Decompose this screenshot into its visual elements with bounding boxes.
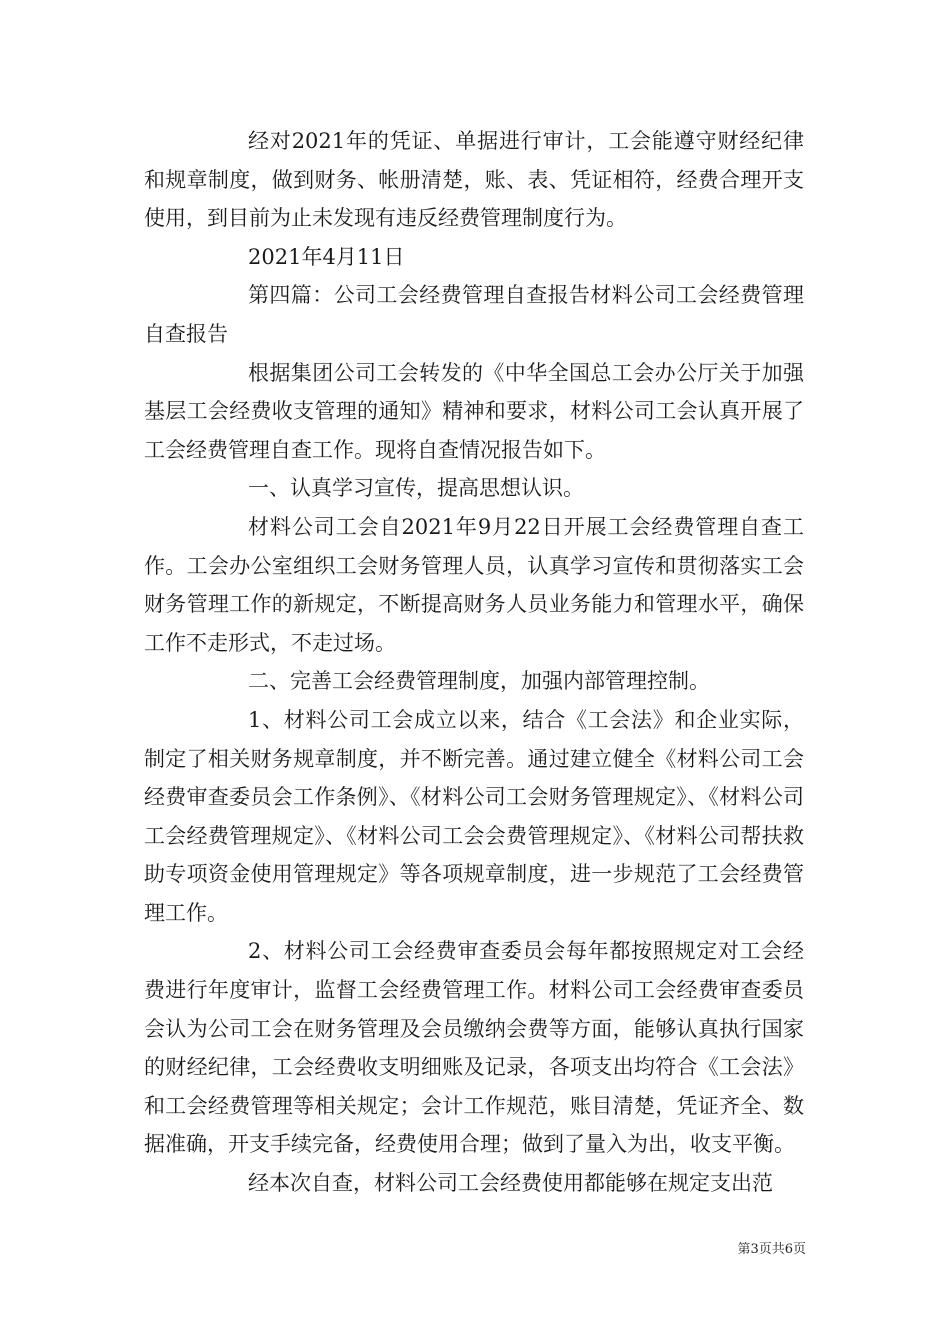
paragraph-introduction: 根据集团公司工会转发的《中华全国总工会办公厅关于加强基层工会经费收支管理的通知》精神和要求，材料公司工会认真开展了工会经费管理自查工作。现将自查情况报告如下。 [144, 360, 804, 462]
section-heading-part-four: 第四篇：公司工会经费管理自查报告材料公司工会经费管理自查报告 [144, 283, 804, 346]
document-body [144, 122, 804, 1203]
paragraph-study-publicity: 材料公司工会自2021年9月22日开展工会经费管理自查工作。工会办公室组织工会财务管理人员，认真学习宣传和贯彻落实工会财务管理工作的新规定，不断提高财务人员业务能力和管理水平，确保工作不走形式，不走过场。 [144, 514, 804, 655]
paragraph-item-two: 2、材料公司工会经费审查委员会每年都按照规定对工会经费进行年度审计，监督工会经费管理工作。材料公司工会经费审查委员会认为公司工会在财务管理及会员缴纳会费等方面，能够认真执行国家的财经纪律，工会经费收支明细账及记录，各项支出均符合《工会法》和工会经费管理等相关规定；会计工作规范，账目清楚，凭证齐全、数据准确，开支手续完备，经费使用合理；做到了量入为出，收支平衡。 [144, 939, 804, 1157]
page-number: 第3页共6页 [737, 1242, 806, 1257]
paragraph-self-check-conclusion: 经本次自查，材料公司工会经费使用都能够在规定支出范 [248, 1171, 773, 1196]
section-heading-one: 一、认真学习宣传，提高思想认识。 [248, 476, 584, 501]
paragraph-item-one: 1、材料公司工会成立以来，结合《工会法》和企业实际，制定了相关财务规章制度，并不断完善。通过建立健全《材料公司工会经费审查委员会工作条例》、《材料公司工会财务管理规定》、《材料公司工会经费管理规定》、《材料公司工会会费管理规定》、《材料公司帮扶救助专项资金使用管理规定》等各项规章制度，进一步规范了工会经费管理工作。 [144, 707, 804, 925]
paragraph-date: 2021年4月11日 [248, 244, 405, 269]
section-heading-two: 二、完善工会经费管理制度，加强内部管理控制。 [248, 669, 710, 694]
paragraph-audit-result: 经对2021年的凭证、单据进行审计，工会能遵守财经纪律和规章制度，做到财务、帐册清楚，账、表、凭证相符，经费合理开支使用，到目前为止未发现有违反经费管理制度行为。 [144, 129, 804, 231]
